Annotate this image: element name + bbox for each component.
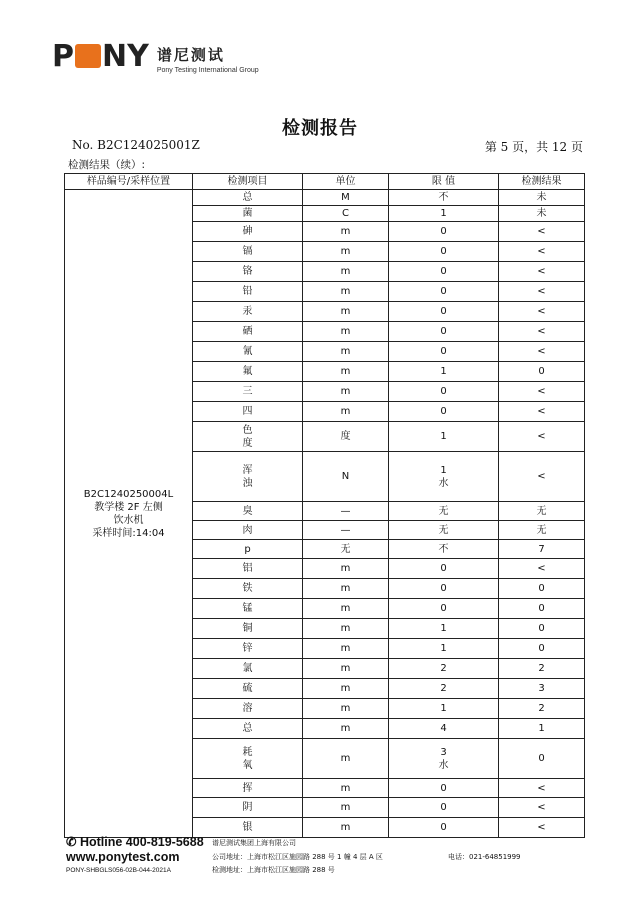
cell-unit-line: m <box>340 703 351 714</box>
cell-limit <box>389 282 499 302</box>
cell-unit-line: N <box>341 471 350 482</box>
cell-unit-line: m <box>340 286 351 297</box>
cell-limit-line: 不 <box>438 192 449 203</box>
cell-result-line: 0 <box>538 753 545 764</box>
cell-item <box>193 342 303 362</box>
report-title: 检测报告 <box>282 118 358 139</box>
cell-limit <box>389 699 499 719</box>
header-sample: 样品编号/采样位置 <box>65 174 193 190</box>
cell-unit <box>303 779 389 798</box>
cell-item-line: 阴 <box>242 802 253 813</box>
cell-item <box>193 422 303 452</box>
cell-unit <box>303 402 389 422</box>
cell-unit <box>303 619 389 639</box>
cell-result-line: < <box>537 431 546 442</box>
cell-limit-line: 不 <box>438 543 449 555</box>
cell-limit <box>389 818 499 838</box>
cell-limit <box>389 362 499 382</box>
cell-result-line: 无 <box>536 505 547 517</box>
cell-result <box>499 559 585 579</box>
cell-item <box>193 599 303 619</box>
cell-result <box>499 659 585 679</box>
cell-item <box>193 502 303 521</box>
cell-result <box>499 599 585 619</box>
cell-limit <box>389 190 499 206</box>
table-row <box>65 190 585 206</box>
cell-result <box>499 679 585 699</box>
cell-limit-line: 0 <box>440 603 447 614</box>
cell-item <box>193 619 303 639</box>
cell-result-line: 0 <box>538 366 545 377</box>
cell-limit-line: 0 <box>440 386 447 397</box>
cell-unit <box>303 422 389 452</box>
cell-result-line: 2 <box>538 663 545 674</box>
cell-unit-line: m <box>340 683 351 694</box>
cell-unit <box>303 190 389 206</box>
cell-limit-line: 水 <box>438 759 449 771</box>
sample-line2: 教学楼 2F 左侧 <box>94 501 163 513</box>
cell-item <box>193 222 303 242</box>
cell-unit <box>303 302 389 322</box>
lab-address: 检测地址：上海市松江区施园路 288 号 <box>212 866 335 874</box>
cell-item-line: 铬 <box>242 266 253 277</box>
cell-item-line: 挥 <box>242 782 253 794</box>
cell-item-line: 四 <box>242 406 253 417</box>
cell-unit <box>303 679 389 699</box>
cell-item-line: 总 <box>242 723 253 734</box>
cell-result-line: < <box>537 246 546 257</box>
cell-result-line: 2 <box>538 703 545 714</box>
cell-item-line: 铝 <box>242 563 253 574</box>
cell-item-line: 臭 <box>242 505 253 517</box>
cell-result <box>499 302 585 322</box>
cell-limit <box>389 452 499 502</box>
cell-result <box>499 422 585 452</box>
cell-unit-line: m <box>340 663 351 674</box>
cell-item <box>193 779 303 798</box>
cell-unit-line: — <box>340 505 351 517</box>
cell-limit-line: 1 <box>440 431 447 442</box>
cell-unit <box>303 699 389 719</box>
cell-limit <box>389 540 499 559</box>
cell-result-line: < <box>537 346 546 357</box>
cell-item-line: 硫 <box>242 683 253 694</box>
cell-unit <box>303 540 389 559</box>
cell-limit-line: 1 <box>440 366 447 377</box>
cell-limit <box>389 502 499 521</box>
cell-limit <box>389 659 499 679</box>
cell-unit-line: m <box>340 822 351 833</box>
cell-limit-line: 0 <box>440 226 447 237</box>
cell-item-line: 铅 <box>242 286 253 297</box>
cell-unit <box>303 322 389 342</box>
cell-item <box>193 382 303 402</box>
cell-unit-line: 无 <box>340 543 351 555</box>
cell-limit <box>389 206 499 222</box>
cell-unit-line: m <box>340 306 351 317</box>
cell-result-line: 1 <box>538 723 545 734</box>
cell-limit-line: 0 <box>440 266 447 277</box>
cell-result-line: 0 <box>538 643 545 654</box>
cell-unit <box>303 639 389 659</box>
cell-result-line: 未 <box>536 192 547 203</box>
cell-limit-line: 0 <box>440 782 447 794</box>
cell-unit <box>303 719 389 739</box>
cell-item-line: 硒 <box>242 326 253 337</box>
cell-result-line: < <box>537 286 546 297</box>
cell-item-line: 总 <box>242 192 253 203</box>
cell-result <box>499 639 585 659</box>
cell-result <box>499 242 585 262</box>
cell-unit-line: m <box>340 782 351 794</box>
cell-result-line: < <box>537 306 546 317</box>
cell-unit-line: m <box>340 753 351 764</box>
cell-item <box>193 262 303 282</box>
cell-item <box>193 521 303 540</box>
cell-result-line: 无 <box>536 524 547 536</box>
cell-limit-line: 0 <box>440 802 447 813</box>
cell-result <box>499 206 585 222</box>
cell-result-line: < <box>537 782 546 794</box>
cell-limit <box>389 242 499 262</box>
cell-limit-line: 0 <box>440 286 447 297</box>
cell-item <box>193 362 303 382</box>
cell-unit-line: m <box>340 366 351 377</box>
cell-result-line: 0 <box>538 603 545 614</box>
cell-limit-line: 0 <box>440 246 447 257</box>
cell-unit <box>303 559 389 579</box>
cell-unit-line: m <box>340 723 351 734</box>
cell-limit <box>389 382 499 402</box>
cell-item-line: 耗 <box>242 746 253 758</box>
cell-item-line: 浊 <box>242 477 253 489</box>
cell-result-line: 未 <box>536 208 547 219</box>
cell-item-line: 锰 <box>242 603 253 614</box>
cell-result-line: < <box>537 326 546 337</box>
results-table <box>64 173 585 838</box>
report-number: No. B2C124025001Z <box>72 138 200 152</box>
cell-unit-line: m <box>340 643 351 654</box>
header-unit: 单位 <box>303 174 389 190</box>
cell-result <box>499 282 585 302</box>
logo-letters-ny: NY <box>102 39 149 74</box>
cell-limit <box>389 262 499 282</box>
cell-limit <box>389 599 499 619</box>
cell-result-line: < <box>537 406 546 417</box>
cell-result-line: < <box>537 226 546 237</box>
cell-limit-line: 4 <box>440 723 447 734</box>
cell-result <box>499 402 585 422</box>
cell-limit <box>389 222 499 242</box>
cell-unit <box>303 599 389 619</box>
cell-unit-line: m <box>340 563 351 574</box>
cell-unit <box>303 502 389 521</box>
cell-item <box>193 452 303 502</box>
cell-result <box>499 699 585 719</box>
cell-limit-line: 2 <box>440 683 447 694</box>
cell-item <box>193 322 303 342</box>
cell-unit-line: m <box>340 246 351 257</box>
cell-limit-line: 0 <box>440 583 447 594</box>
logo-english-name: Pony Testing International Group <box>156 67 259 74</box>
table-header-row <box>65 174 585 190</box>
cell-limit <box>389 402 499 422</box>
cell-item-line: 度 <box>242 437 253 449</box>
cell-limit-line: 0 <box>440 306 447 317</box>
cell-result <box>499 779 585 798</box>
cell-limit-line: 0 <box>440 346 447 357</box>
cell-item-line: 铜 <box>242 623 253 634</box>
header-limit: 限 值 <box>389 174 499 190</box>
cell-limit-line: 1 <box>440 208 447 219</box>
cell-unit-line: m <box>340 603 351 614</box>
cell-result <box>499 452 585 502</box>
continued-label: 检测结果（续）: <box>68 159 146 171</box>
cell-limit-line: 0 <box>440 822 447 833</box>
cell-result-line: 0 <box>538 583 545 594</box>
cell-unit <box>303 818 389 838</box>
cell-limit <box>389 521 499 540</box>
website-link[interactable]: www.ponytest.com <box>66 850 180 864</box>
cell-limit <box>389 579 499 599</box>
cell-limit-line: 1 <box>440 464 447 476</box>
page-info: 第 5 页，共 12 页 <box>484 140 583 154</box>
cell-result-line: < <box>537 471 546 482</box>
cell-item-line: 色 <box>242 424 253 436</box>
cell-item <box>193 579 303 599</box>
cell-item <box>193 798 303 818</box>
cell-result <box>499 222 585 242</box>
cell-limit <box>389 342 499 362</box>
cell-result <box>499 362 585 382</box>
cell-limit-line: 1 <box>440 643 447 654</box>
sample-line3: 饮水机 <box>113 514 144 526</box>
cell-item-line: 菌 <box>242 208 253 219</box>
cell-unit-line: m <box>340 266 351 277</box>
cell-limit-line: 0 <box>440 563 447 574</box>
cell-item-line: 锌 <box>242 643 253 654</box>
cell-result <box>499 342 585 362</box>
cell-item-line: 汞 <box>242 306 253 317</box>
header-result: 检测结果 <box>499 174 585 190</box>
cell-result <box>499 502 585 521</box>
cell-limit-line: 1 <box>440 703 447 714</box>
cell-unit-line: m <box>340 802 351 813</box>
cell-item-line: 镉 <box>242 246 253 257</box>
cell-item <box>193 282 303 302</box>
cell-result-line: < <box>537 563 546 574</box>
cell-unit <box>303 282 389 302</box>
logo-letter-p: P <box>52 39 74 74</box>
cell-item <box>193 302 303 322</box>
cell-limit <box>389 619 499 639</box>
cell-item-line: 三 <box>242 386 253 397</box>
cell-limit <box>389 559 499 579</box>
cell-item <box>193 739 303 779</box>
cell-unit <box>303 342 389 362</box>
cell-result <box>499 818 585 838</box>
logo-chinese-name: 谱尼测试 <box>156 46 225 64</box>
cell-limit <box>389 739 499 779</box>
cell-result <box>499 798 585 818</box>
sample-cell <box>65 190 193 838</box>
cell-item <box>193 402 303 422</box>
cell-limit-line: 0 <box>440 406 447 417</box>
company-address: 公司地址：上海市松江区施园路 288 号 1 幢 4 层 A 区 <box>212 853 383 861</box>
cell-result <box>499 521 585 540</box>
cell-limit <box>389 322 499 342</box>
cell-limit-line: 0 <box>440 326 447 337</box>
cell-result <box>499 540 585 559</box>
cell-unit <box>303 452 389 502</box>
cell-item-line: 肉 <box>242 524 253 536</box>
cell-item <box>193 559 303 579</box>
cell-unit <box>303 382 389 402</box>
cell-limit-line: 水 <box>438 477 449 489</box>
cell-limit-line: 无 <box>438 524 449 536</box>
cell-limit <box>389 719 499 739</box>
cell-item-line: 氟 <box>242 366 253 377</box>
cell-result <box>499 382 585 402</box>
cell-item <box>193 242 303 262</box>
cell-item-line: 银 <box>242 822 253 833</box>
cell-unit-line: m <box>340 346 351 357</box>
cell-result <box>499 322 585 342</box>
cell-limit-line: 无 <box>438 505 449 517</box>
cell-item-line: 氧 <box>242 759 253 771</box>
cell-result <box>499 719 585 739</box>
cell-item-line: 浑 <box>242 464 253 476</box>
cell-unit-line: m <box>340 226 351 237</box>
cell-item <box>193 206 303 222</box>
cell-item-line: 砷 <box>242 226 253 237</box>
cell-result-line: < <box>537 266 546 277</box>
cell-result-line: < <box>537 386 546 397</box>
cell-item <box>193 190 303 206</box>
cell-result-line: 0 <box>538 623 545 634</box>
document-code: PONY-SHBGLS056-02B-044-2021A <box>66 867 171 874</box>
cell-unit <box>303 659 389 679</box>
cell-unit <box>303 798 389 818</box>
cell-result <box>499 262 585 282</box>
cell-result <box>499 190 585 206</box>
cell-item-line: 溶 <box>242 703 253 714</box>
cell-item <box>193 639 303 659</box>
cell-limit-line: 1 <box>440 623 447 634</box>
cell-result-line: < <box>537 802 546 813</box>
cell-limit <box>389 798 499 818</box>
cell-limit-line: 3 <box>440 746 447 758</box>
logo-orange-block <box>75 44 101 68</box>
hotline: ✆ Hotline 400-819-5688 <box>66 835 204 849</box>
cell-result <box>499 579 585 599</box>
cell-unit-line: m <box>340 623 351 634</box>
cell-unit <box>303 242 389 262</box>
cell-unit <box>303 362 389 382</box>
cell-limit-line: 2 <box>440 663 447 674</box>
cell-item-line: 铁 <box>242 583 253 594</box>
cell-item <box>193 818 303 838</box>
cell-limit <box>389 302 499 322</box>
cell-limit <box>389 639 499 659</box>
cell-result <box>499 619 585 639</box>
sample-line1: B2C1240250004L <box>83 488 174 500</box>
cell-unit <box>303 262 389 282</box>
cell-item <box>193 699 303 719</box>
cell-limit <box>389 422 499 452</box>
cell-unit-line: 度 <box>340 431 351 442</box>
cell-unit-line: m <box>340 386 351 397</box>
cell-unit <box>303 521 389 540</box>
cell-unit <box>303 739 389 779</box>
cell-unit-line: m <box>340 326 351 337</box>
cell-result <box>499 739 585 779</box>
cell-unit-line: m <box>340 583 351 594</box>
cell-item-line: 氰 <box>242 346 253 357</box>
phone-number: 电话：021-64851999 <box>448 853 521 861</box>
cell-limit <box>389 779 499 798</box>
cell-unit-line: M <box>341 192 350 203</box>
cell-unit-line: C <box>342 208 349 219</box>
cell-item <box>193 540 303 559</box>
cell-limit <box>389 679 499 699</box>
cell-unit-line: m <box>340 406 351 417</box>
cell-item-line: p <box>244 543 251 555</box>
cell-item-line: 氯 <box>242 663 253 674</box>
cell-item <box>193 679 303 699</box>
cell-unit-line: — <box>340 524 351 536</box>
cell-result-line: < <box>537 822 546 833</box>
cell-item <box>193 719 303 739</box>
company-name: 谱尼测试集团上海有限公司 <box>212 839 296 847</box>
cell-unit <box>303 206 389 222</box>
sample-line4: 采样时间:14:04 <box>92 527 165 539</box>
cell-result-line: 7 <box>538 543 545 555</box>
header-item: 检测项目 <box>193 174 303 190</box>
cell-result-line: 3 <box>538 683 545 694</box>
pony-logo <box>52 39 259 74</box>
phone-icon: ✆ <box>66 835 77 849</box>
cell-unit <box>303 579 389 599</box>
cell-item <box>193 659 303 679</box>
cell-unit <box>303 222 389 242</box>
